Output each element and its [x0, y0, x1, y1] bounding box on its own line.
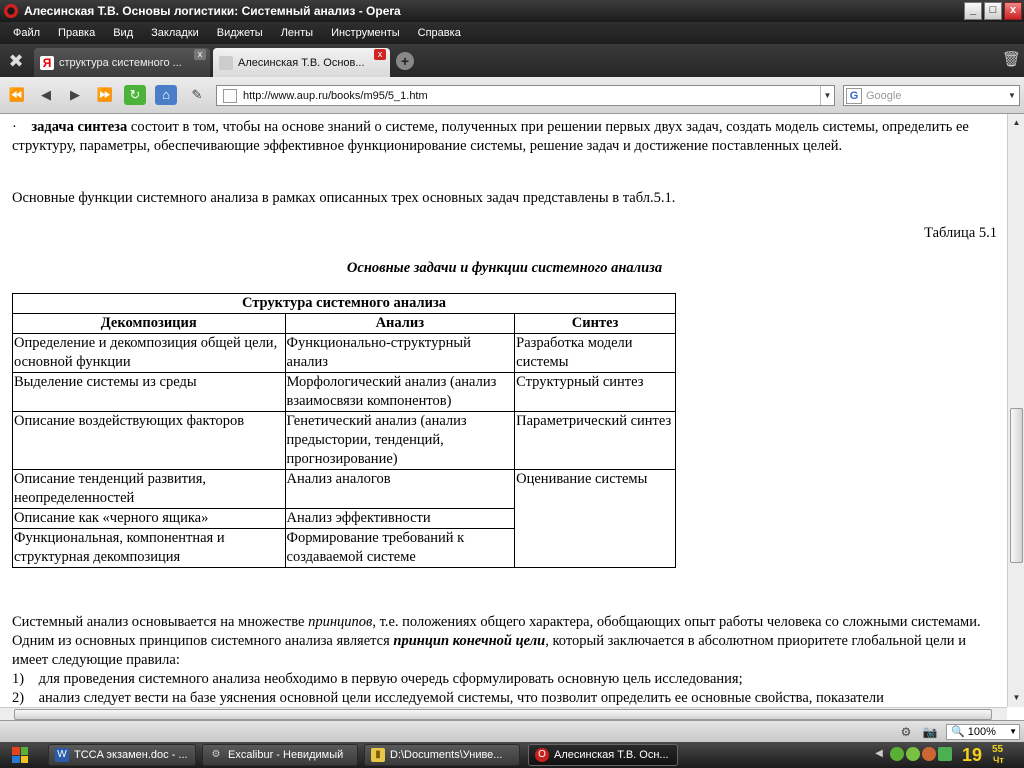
table-cell: Определение и декомпозиция общей цели, основной функции [13, 334, 286, 373]
home-icon[interactable]: ⌂ [155, 85, 177, 105]
system-tray [870, 744, 1024, 766]
horizontal-scroll-thumb[interactable] [14, 709, 992, 720]
taskbar [0, 742, 1024, 768]
rewind-icon[interactable]: ⏪ [8, 87, 26, 102]
paragraph-text: , т.е. положениях общего характера, обобщающих опыт работы человека со сложными системами. Одним из основных принципов системного анализа является [12, 614, 981, 649]
window-titlebar [0, 0, 1024, 22]
scroll-down-icon[interactable]: ▼ [1012, 693, 1021, 702]
table-cell: Анализ эффективности [285, 509, 515, 529]
table-caption: Основные задачи и функции системного анализа [346, 260, 663, 276]
table-cell: Структурный синтез [515, 373, 676, 412]
windows-logo-icon [12, 747, 28, 763]
analysis-table [12, 293, 676, 568]
opera-logo-icon [4, 4, 18, 18]
paragraph-principles [12, 613, 997, 670]
taskbar-item-opera[interactable] [528, 744, 678, 766]
table-header: Структура системного анализа [13, 294, 676, 314]
paragraph-text: Системный анализ основывается на множестве [12, 614, 309, 630]
taskbar-label: D:\Documents\Униве... [390, 749, 503, 761]
tray-app-icon[interactable] [906, 747, 920, 761]
start-button[interactable] [0, 742, 40, 768]
tab-label: структура системного ... [59, 56, 182, 69]
table-row [13, 334, 676, 373]
menu-file[interactable]: Файл [13, 27, 41, 39]
taskbar-label: Алесинская Т.В. Осн... [554, 749, 669, 761]
zoom-value: 100% [967, 726, 996, 738]
table-cell: Формирование требований к создаваемой системе [285, 529, 515, 568]
forward-icon[interactable]: ▶ [70, 87, 80, 102]
italic-term: принципов [308, 614, 373, 630]
camera-icon[interactable]: 📷 [922, 725, 938, 739]
table-row [13, 412, 676, 470]
taskbar-item-excalibur[interactable] [202, 744, 358, 766]
table-cell: Функционально-структурный анализ [285, 334, 515, 373]
bold-term: задача синтеза [31, 119, 128, 135]
clock-day: Чт [993, 755, 1004, 765]
table-row [13, 470, 676, 509]
fast-forward-icon[interactable]: ⏩ [96, 87, 114, 102]
menu-help[interactable]: Справка [417, 27, 461, 39]
tray-network-icon[interactable] [890, 747, 904, 761]
folder-icon: ▮ [371, 748, 385, 762]
tray-shield-icon[interactable] [922, 747, 936, 761]
table-cell: Описание воздействующих факторов [13, 412, 286, 470]
rule-2: 2) анализ следует вести на базе уяснения основной цели исследуемой системы, что позволит определить ее основные свойства, показатели [12, 690, 884, 706]
navigation-toolbar [0, 77, 1024, 114]
search-box[interactable] [843, 85, 1020, 106]
opera-icon: O [535, 748, 549, 762]
menu-feeds[interactable]: Ленты [280, 27, 314, 39]
yandex-favicon-icon: Я [40, 56, 54, 70]
reload-icon[interactable]: ↻ [124, 85, 146, 105]
taskbar-label: Excalibur - Невидимый [228, 749, 344, 761]
excalibur-icon: ⚙ [211, 749, 221, 760]
turbo-icon[interactable]: ⚙ [900, 725, 912, 739]
window-controls [964, 2, 1022, 20]
paragraph-functions: Основные функции системного анализа в рамках описанных трех основных задач представлены в табл.5.1. [12, 190, 676, 206]
rule-1: 1) для проведения системного анализа необходимо в первую очередь сформулировать основную цель исследования; [12, 671, 743, 687]
address-input[interactable]: http://www.aup.ru/books/m95/5_1.htm [243, 89, 428, 102]
tab-yandex[interactable] [34, 48, 210, 77]
back-icon[interactable]: ◀ [41, 87, 51, 102]
taskbar-item-explorer[interactable] [364, 744, 520, 766]
paragraph-text: , который заключается в абсолютном приоритете глобальной цели и имеет следующие правила: [12, 633, 966, 668]
tray-battery-icon[interactable] [938, 747, 952, 761]
column-header: Синтез [515, 314, 676, 334]
table-cell: Анализ аналогов [285, 470, 515, 509]
table-cell: Функциональная, компонентная и структурная декомпозиция [13, 529, 286, 568]
table-cell: Описание как «черного ящика» [13, 509, 286, 529]
google-icon[interactable]: G [846, 88, 862, 104]
menu-bar [0, 22, 1024, 44]
bold-italic-term: принцип конечной цели [393, 633, 546, 649]
window-title: Алесинская Т.В. Основы логистики: Системный анализ - Opera [24, 4, 401, 18]
table-cell: Оценивание системы [515, 470, 676, 568]
paragraph-synthesis [12, 118, 997, 156]
menu-view[interactable]: Вид [113, 27, 134, 39]
vertical-scrollbar[interactable] [1007, 114, 1024, 707]
new-tab-button[interactable]: + [396, 52, 414, 70]
close-button[interactable]: x [1004, 2, 1022, 20]
bullet: · [12, 119, 17, 135]
taskbar-label: TCCA экзамен.doc - ... [74, 749, 188, 761]
table-label: Таблица 5.1 [924, 225, 997, 241]
status-bar [0, 720, 1024, 742]
trash-icon[interactable]: 🗑 [1002, 51, 1022, 68]
search-dropdown-icon[interactable]: ▼ [1008, 91, 1016, 100]
table-row [13, 373, 676, 412]
minimize-button[interactable]: _ [964, 2, 982, 20]
tab-close-icon[interactable]: x [374, 49, 386, 60]
table-cell: Морфологический анализ (анализ взаимосвязи компонентов) [285, 373, 515, 412]
column-header: Анализ [285, 314, 515, 334]
search-zoom-icon: 🔍 [951, 726, 965, 738]
column-header: Декомпозиция [13, 314, 286, 334]
tray-arrow-icon[interactable]: ◀ [875, 748, 883, 759]
page-icon [223, 89, 237, 103]
vertical-scroll-thumb[interactable] [1010, 408, 1023, 563]
table-cell: Генетический анализ (анализ предыстории, тенденций, прогнозирование) [285, 412, 515, 470]
tab-active-page[interactable] [213, 48, 390, 77]
table-cell: Разработка модели системы [515, 334, 676, 373]
scroll-up-icon[interactable]: ▲ [1012, 118, 1021, 127]
clock[interactable] [962, 744, 1004, 766]
taskbar-item-word[interactable] [48, 744, 196, 766]
table-cell: Параметрический синтез [515, 412, 676, 470]
tab-label: Алесинская Т.В. Основ... [238, 56, 365, 69]
tab-bar [0, 44, 1024, 77]
table-cell: Описание тенденций развития, неопределенностей [13, 470, 286, 509]
page-favicon-icon [219, 56, 233, 70]
menu-bookmarks[interactable]: Закладки [151, 27, 199, 39]
word-icon: W [55, 748, 69, 762]
address-bar[interactable] [216, 85, 835, 106]
table-cell: Выделение системы из среды [13, 373, 286, 412]
address-dropdown-icon[interactable]: ▼ [820, 86, 834, 105]
search-input[interactable]: Google [866, 89, 902, 102]
menu-tools[interactable]: Инструменты [331, 27, 400, 39]
menu-widgets[interactable]: Виджеты [216, 27, 263, 39]
tools-icon[interactable]: ✖ [8, 51, 24, 71]
tab-close-icon[interactable]: x [194, 49, 206, 60]
clock-hour: 19 [962, 745, 983, 765]
menu-edit[interactable]: Правка [58, 27, 96, 39]
zoom-select[interactable] [946, 724, 1020, 740]
clock-minute: 55 [992, 744, 1004, 755]
paragraph-text: состоит в том, чтобы на основе знаний о системе, полученных при решении первых двух задач, создать модель системы, определить ее структуру, параметры, обеспечивающие эффективное функционирование системы, решение задач и достижение поставленных целей. [12, 119, 969, 154]
maximize-button[interactable]: □ [984, 2, 1002, 20]
page-content [0, 114, 1007, 707]
horizontal-scrollbar[interactable] [0, 707, 1007, 720]
zoom-dropdown-icon[interactable]: ▼ [1009, 727, 1017, 736]
wand-icon[interactable]: ✎ [191, 87, 203, 102]
